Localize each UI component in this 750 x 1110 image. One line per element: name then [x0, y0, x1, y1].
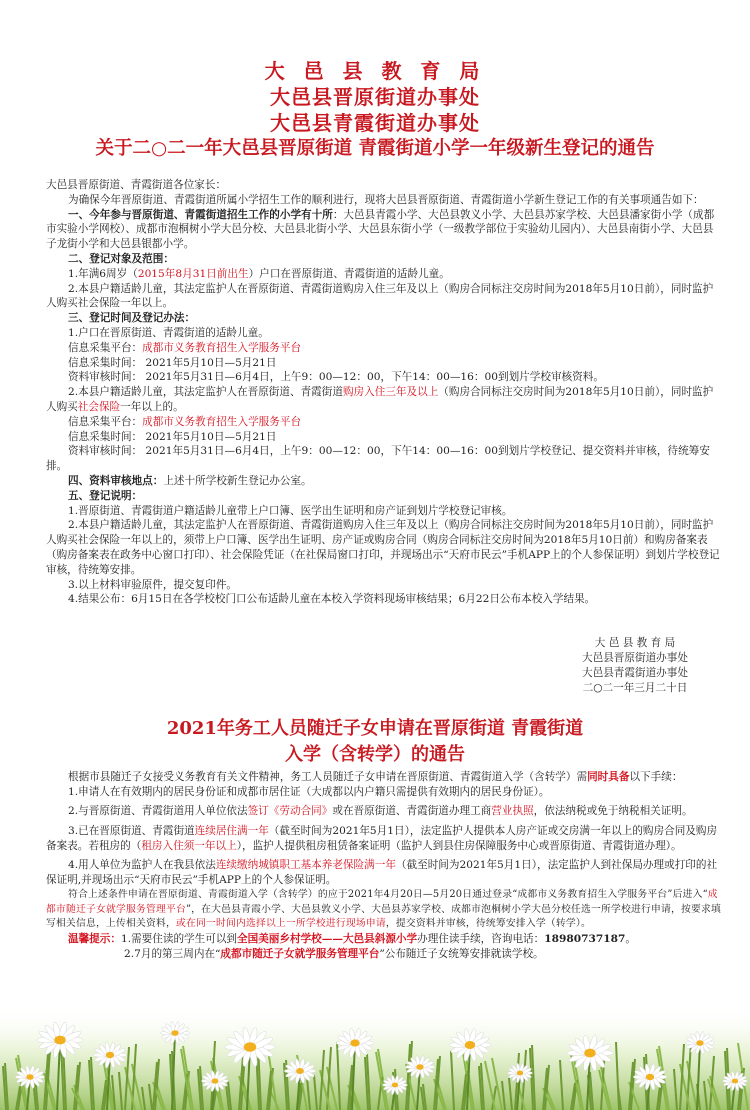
- text-run: （截至时间为2021年5月1日），法定监护人到社保局办理或打印的社保证明,并现场出示“天府市民云”手机APP上的个人参保证明。: [46, 859, 718, 887]
- section-1-title: 一、今年参与晋原街道、青霞街道招生工作的小学有十所: [68, 208, 333, 221]
- phone-number: 18980737187: [544, 932, 626, 945]
- onsite-highlight: 或在同一时间内选择以上一所学校进行现场申请: [175, 918, 386, 930]
- platform-label: 信息采集平台：: [68, 415, 143, 428]
- contract-highlight: 签订《劳动合同》: [247, 805, 333, 818]
- section-5-item-2: 2.本县户籍适龄儿童，其法定监护人在晋原街道、青霞街道购房入住三年及以上（购房合同标注交房时间为2018年5月10日前），同时监护人购买社会保险一年以上的，须带上户口簿、医学出生证明、房产证或购房合同（购房合同标注交房时间为2018年5月10日前）和购房备案表（购房备案表在政务中心窗口打印）、社会保险凭证（在社保局窗口打印，并现场出示“天府市民云”手机APP上的个人参保证明）到划片学校登记审核，待统筹安排。: [46, 519, 720, 576]
- notice-2-title-line-1: 2021年务工人员随迁子女申请在晋原街道 青霞街道: [166, 718, 584, 739]
- platform-name: 成都市义务教育招生入学服务平台: [142, 341, 302, 354]
- pension-highlight: 连续缴纳城镇职工基本养老保险满一年: [215, 859, 396, 872]
- notice-2-body: [46, 770, 722, 962]
- section-2-title: 二、登记对象及范围：: [68, 252, 174, 265]
- text-run: 符合上述条件申请在晋原街道、青霞街道入学（含转学）的应于2021年4月20日—5月20日通过登录“成都市义务教育招生入学服务平台”后进入“: [68, 889, 708, 901]
- section-3-title: 三、登记时间及登记办法：: [68, 312, 196, 325]
- issuer-qingxia-office: 大邑县青霞街道办事处: [270, 111, 480, 135]
- notice-2-item-2: [46, 804, 722, 819]
- section-3-item-2: [46, 385, 722, 415]
- daisy-meadow-decoration: [0, 985, 750, 1110]
- section-4-title: 四、资料审核地点：: [68, 474, 164, 487]
- text-run: 办理住读手续，咨询电话：: [417, 932, 545, 945]
- signature-block: [555, 636, 715, 696]
- school-highlight: 全国美丽乡村学校——大邑县斜源小学: [237, 932, 418, 945]
- section-5-item-4: 4.结果公布：6月15日在各学校校门口公布适龄儿童在本校入学资料现场审核结果；6月22日公布本校入学结果。: [68, 593, 596, 606]
- text-run: 2.7月的第三周内在“: [124, 947, 221, 960]
- notice-2-title: [0, 716, 750, 768]
- text-run: 。: [625, 932, 636, 945]
- platform-highlight: 成都市随迁子女就学服务管理平台: [220, 947, 380, 960]
- signature-qingxia-office: 大邑县青霞街道办事处: [582, 667, 688, 679]
- text-run: （购房合同标注交房时间为2018年5月10日前），同时监护人购买: [46, 386, 714, 413]
- birth-date-highlight: 2015年8月31日前出生: [137, 267, 249, 280]
- notice-2-title-line-2: 入学（含转学）的通告: [285, 744, 465, 765]
- signature-date: 二○二一年三月二十日: [582, 682, 688, 694]
- section-5-item-3: 3.以上材料审验原件，提交复印件。: [68, 578, 238, 591]
- text-run: 2.与晋原街道、青霞街道用人单位依法: [68, 805, 248, 818]
- section-3-item-1-platform: [46, 341, 722, 356]
- insurance-highlight: 社会保险: [77, 400, 121, 413]
- notice-2-item-1: 1.申请人在有效期内的居民身份证和成都市居住证（大成都以内户籍只需提供有效期内的居民身份证）。: [68, 786, 550, 799]
- section-3-item-2-review-time: 资料审核时间： 2021年5月31日—6月4日，上午9：00—12：00，下午14：00—16：00到划片学校登记、提交资料并审核，待统筹安排。: [46, 445, 710, 473]
- text-run: ”公布随迁子女统筹安排就读学校。: [379, 947, 544, 960]
- text-run: （截至时间为2021年5月1日），法定监护人提供本人房产证或交房满一年以上的购房合同及购房备案表。若租房的（: [46, 824, 718, 852]
- section-4: [46, 474, 722, 489]
- text-run: 4.用人单位为监护人在我县依法: [68, 859, 216, 872]
- residence-highlight: 连续居住满一年: [194, 824, 269, 837]
- issuer-jinyuan-office: 大邑县晋原街道办事处: [270, 85, 480, 109]
- tip-1: [46, 932, 722, 947]
- text-run: 以下手续：: [629, 771, 683, 783]
- text-run: 3.已在晋原街道、青霞街道: [68, 824, 195, 837]
- signature-jinyuan-office: 大邑县晋原街道办事处: [582, 652, 688, 664]
- text-run: 一年以上的。: [120, 400, 184, 413]
- text-run: ，依法纳税或免于纳税相关证明。: [533, 805, 693, 818]
- text-run: ，提交资料并审核，待统筹安排入学（转学）。: [385, 918, 591, 930]
- notice-header: [0, 58, 750, 162]
- notice-2-application: [46, 888, 722, 931]
- text-run: ”，在大邑县青霞小学、大邑县敦义小学、大邑县苏家学校、成都市泡桐树小学大邑分校任选一所学校进行申请，按要求填写相关信息，上传相关资料，: [46, 903, 722, 930]
- text-run: 2.本县户籍适龄儿童，其法定监护人在晋原街道、青霞街道: [68, 386, 343, 399]
- tip-label: 温馨提示：: [68, 932, 121, 945]
- section-5-title: 五、登记说明：: [68, 489, 143, 502]
- greeting: 大邑县晋原街道、青霞街道各位家长：: [46, 179, 227, 191]
- section-1-text: ：大邑县青霞小学、大邑县敦义小学、大邑县苏家学校、大邑县潘家街小学（成都市实验小学网校）、成都市泡桐树小学大邑分校、大邑县北街小学、大邑县东街小学（一级教学部位于实验幼儿园内）、大邑县南街小学、大邑县子龙街小学和大邑县银都小学。: [46, 208, 715, 251]
- section-3-item-1-collect-time: 信息采集时间： 2021年5月10日—5月21日: [68, 356, 277, 369]
- text-run: 1.需要住读的学生可以到: [120, 932, 238, 945]
- notice-2-item-3: [46, 824, 722, 854]
- text-run: 根据市县随迁子女接受义务教育有关文件精神，务工人员随迁子女申请在晋原街道、青霞街道入学（含转学）需: [68, 771, 588, 783]
- rental-highlight: 租房入住须一年以上: [141, 839, 237, 852]
- section-3-item-1-review-time: 资料审核时间： 2021年5月31日—6月4日，上午9：00—12：00，下午14：00—16：00到划片学校审核资料。: [68, 371, 604, 384]
- section-3-item-1: 1.户口在晋原街道、青霞街道的适龄儿童。: [68, 326, 269, 339]
- section-2-item-1: [46, 267, 722, 282]
- text-run: ），监护人提供租房租赁备案证明（监护人到县住房保障服务中心或晋原街道、青霞街道办理）。: [236, 839, 682, 852]
- platform-highlight: 成都市随迁子女就学服务管理平台: [46, 889, 718, 915]
- signature-education-bureau: 大 邑 县 教 育 局: [594, 637, 676, 649]
- notice-2-item-4: [46, 858, 722, 888]
- notice-title: 关于二○二一年大邑县晋原街道 青霞街道小学一年级新生登记的通告: [95, 138, 655, 159]
- notice-body: [46, 178, 722, 607]
- section-3-item-2-platform: [46, 415, 722, 430]
- section-1: [46, 208, 722, 252]
- section-2-item-2: 2.本县户籍适龄儿童，其法定监护人在晋原街道、青霞街道购房入住三年及以上（购房合同标注交房时间为2018年5月10日前），同时监护人购买社会保险一年以上。: [46, 282, 714, 310]
- notice-2-intro: [46, 770, 722, 785]
- issuer-education-bureau: 大 邑 县 教 育 局: [264, 59, 486, 83]
- text-run: 1.年满6周岁（: [68, 267, 138, 280]
- platform-name: 成都市义务教育招生入学服务平台: [142, 415, 302, 428]
- housing-highlight: 购房入住三年及以上: [342, 386, 439, 399]
- tip-2: [46, 947, 722, 962]
- intro-paragraph: 为确保今年晋原街道、青霞街道所属小学招生工作的顺利进行，现将大邑县晋原街道、青霞街道小学新生登记工作的有关事项通告如下：: [68, 193, 704, 206]
- text-run: ）户口在晋原街道、青霞街道的适龄儿童。: [248, 267, 450, 280]
- section-3-item-2-collect-time: 信息采集时间： 2021年5月10日—5月21日: [68, 430, 277, 443]
- license-highlight: 营业执照: [491, 805, 534, 818]
- section-4-text: 上述十所学校新生登记办公室。: [163, 474, 312, 487]
- platform-label: 信息采集平台：: [68, 341, 143, 354]
- requirement-highlight: 同时具备: [587, 771, 630, 783]
- text-run: 或在晋原街道、青霞街道办理工商: [332, 805, 492, 818]
- section-5-item-1: 1.晋原街道、青霞街道户籍适龄儿童带上户口簿、医学出生证明和房产证到划片学校登记审核。: [68, 504, 513, 517]
